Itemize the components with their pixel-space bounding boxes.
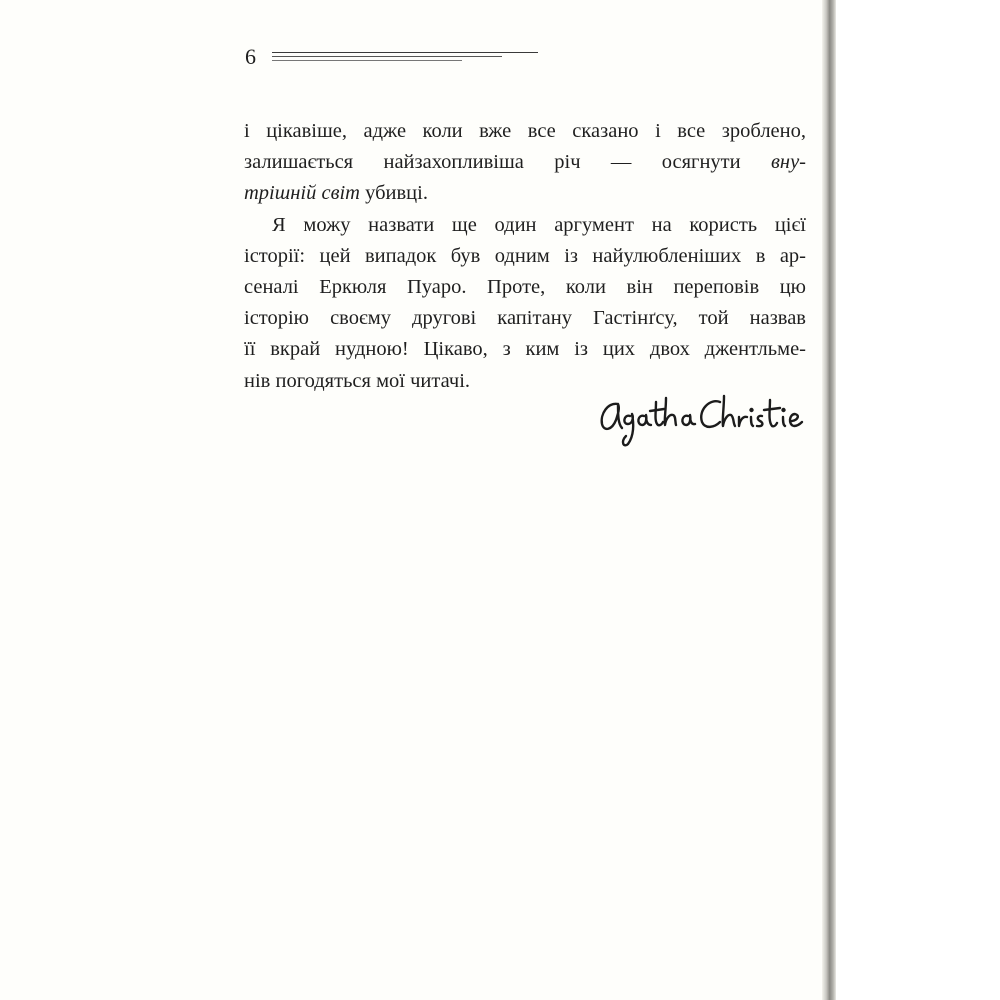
italic-text: вну- xyxy=(771,151,807,174)
line-text: убивці. xyxy=(365,182,428,205)
line-text: сеналі Еркюля Пуаро. Проте, коли він переповів цю xyxy=(244,276,806,299)
line-text: історії: цей випадок був одним із найулюбленіших в ар- xyxy=(244,244,806,267)
body-text xyxy=(244,116,806,397)
page-header xyxy=(245,44,545,74)
book-spine-shadow xyxy=(822,0,836,1000)
line-text: Я можу назвати ще один аргумент на користь цієї xyxy=(272,213,806,236)
line-text: її вкрай нудною! Цікаво, з ким із цих двох джентльме- xyxy=(244,338,806,361)
text-line xyxy=(244,210,806,241)
text-line xyxy=(244,147,806,178)
text-line xyxy=(244,303,806,334)
italic-text: трішній світ xyxy=(244,182,360,205)
line-text: і цікавіше, адже коли вже все сказано і все зроблено, xyxy=(244,120,806,142)
header-rule-middle xyxy=(272,56,502,57)
header-rule-top xyxy=(272,52,538,53)
line-text: нів погодяться мої читачі. xyxy=(244,369,471,392)
line-text: історію своєму другові капітану Гастінґсу, той назвав xyxy=(244,307,806,330)
text-line xyxy=(244,272,806,303)
text-line xyxy=(244,334,806,365)
line-text: залишається найзахопливіша річ — осягнути xyxy=(244,151,741,174)
text-line xyxy=(244,241,806,272)
page-number: 6 xyxy=(245,44,256,69)
text-line xyxy=(244,116,806,147)
text-line xyxy=(244,178,806,209)
header-rule-bottom xyxy=(272,60,462,61)
agatha-christie-signature xyxy=(596,384,811,454)
